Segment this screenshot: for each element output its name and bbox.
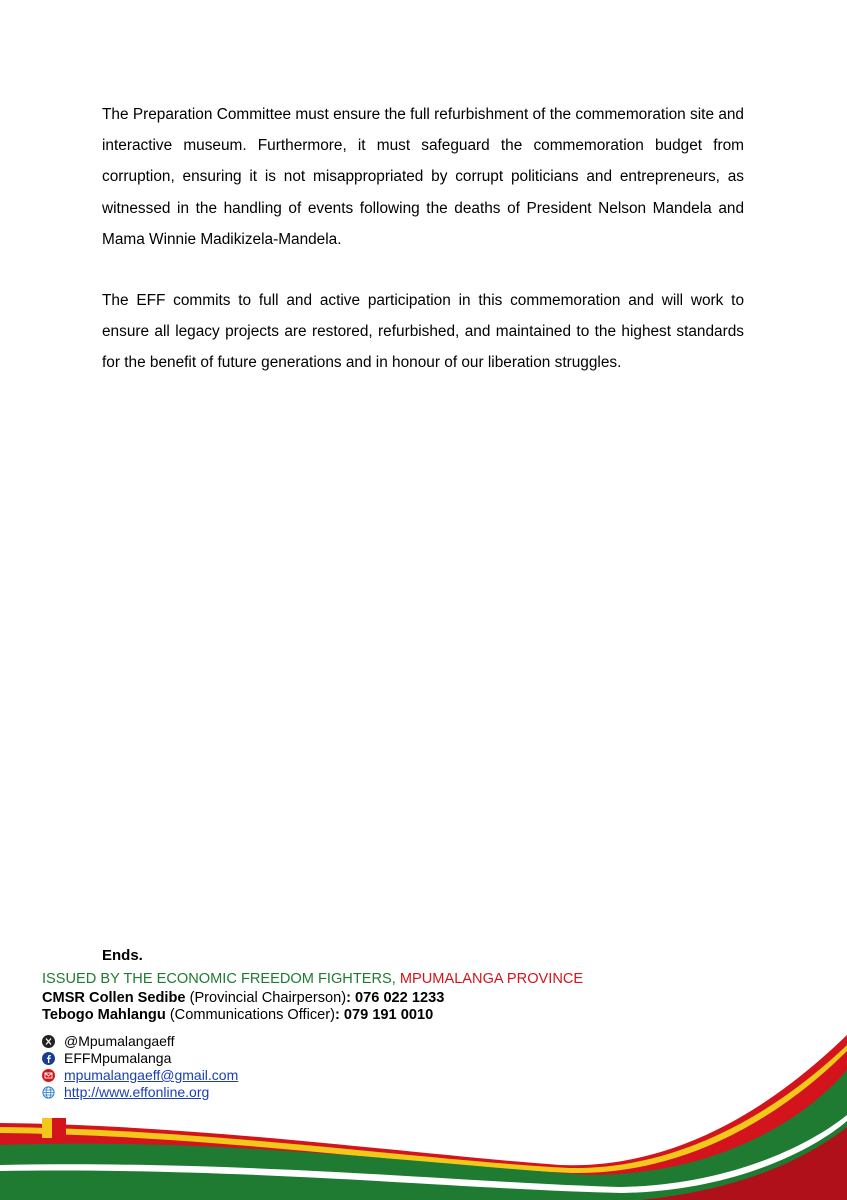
issued-by-text: ISSUED BY THE ECONOMIC FREEDOM FIGHTERS, <box>42 971 400 987</box>
province-text: MPUMALANGA PROVINCE <box>399 971 584 987</box>
social-email-row <box>42 1066 238 1084</box>
contact-phone: : 076 022 1233 <box>346 990 445 1006</box>
contact-name: Tebogo Mahlangu <box>42 1007 166 1023</box>
banner-flag-red <box>52 1118 66 1138</box>
body-paragraph-1: The Preparation Committee must ensure the full refurbishment of the commemoration site and interactive museum. Furthermore, it must safeguard the commemoration budget from corruption, ensuring it is not misappropriated by corrupt politicians and entrepreneurs, as witnessed in the handling of events following the deaths of President Nelson Mandela and Mama Winnie Madikizela-Mandela. <box>102 106 744 248</box>
social-website-row <box>42 1083 209 1101</box>
contact-communications-officer <box>42 1006 433 1024</box>
contact-chairperson <box>42 989 444 1007</box>
body-paragraph-2: The EFF commits to full and active participation in this commemoration and will work to ensure all legacy projects are restored, refurbished, and maintained to the highest standards for the benefit of future generations and in honour of our liberation struggles. <box>102 292 744 372</box>
ends-label: Ends. <box>102 947 143 964</box>
issued-by-line <box>42 970 583 988</box>
facebook-icon <box>42 1052 55 1065</box>
social-facebook-row <box>42 1049 171 1067</box>
website-link[interactable]: http://www.effonline.org <box>64 1084 210 1100</box>
globe-icon <box>42 1086 55 1099</box>
contact-name: CMSR Collen Sedibe <box>42 990 186 1006</box>
x-handle[interactable]: @Mpumalangaeff <box>64 1033 175 1049</box>
banner-flag-yellow <box>42 1118 52 1138</box>
contact-role: (Communications Officer) <box>165 1007 335 1023</box>
contact-role: (Provincial Chairperson) <box>185 990 347 1006</box>
contact-phone: : 079 191 0010 <box>335 1007 434 1023</box>
facebook-page[interactable]: EFFMpumalanga <box>64 1050 172 1066</box>
email-icon <box>42 1069 55 1082</box>
email-link[interactable]: mpumalangaeff@gmail.com <box>64 1067 239 1083</box>
social-x-row <box>42 1032 174 1050</box>
x-logo-icon <box>42 1035 55 1048</box>
